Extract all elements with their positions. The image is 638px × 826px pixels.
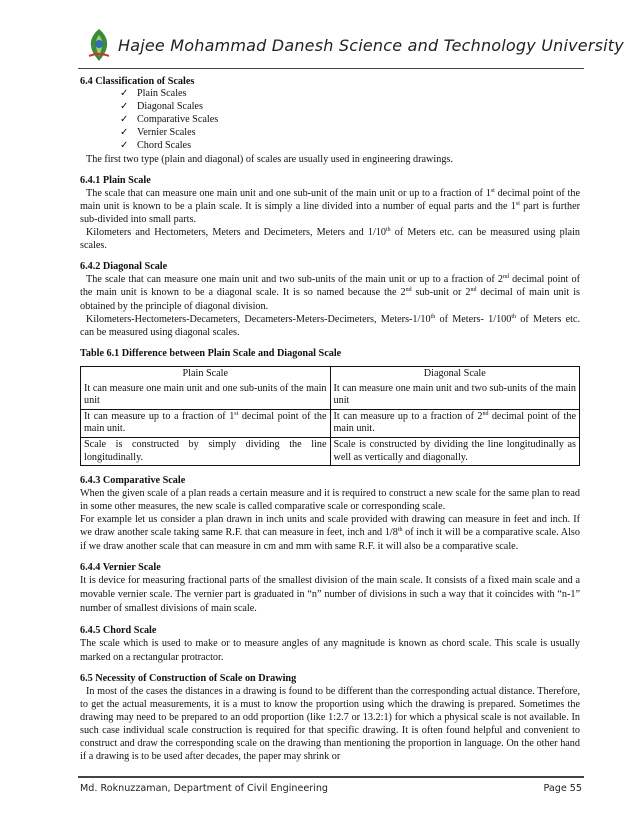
table-cell: It can measure one main unit and one sub-units of the main unit xyxy=(81,382,331,410)
section-6-4-3-heading: 6.4.3 Comparative Scale xyxy=(80,475,186,487)
comparison-table xyxy=(80,366,580,466)
scale-types-list xyxy=(80,88,580,153)
checkmark-icon: ✓ xyxy=(120,88,129,100)
university-title: Hajee Mohammad Danesh Science and Technology University xyxy=(118,36,624,55)
chord-scale-paragraph: The scale which is used to make or to measure angles of any magnitude is known as chord scale. This scale is usually marked on a rectangular protractor. xyxy=(80,638,580,663)
list-item-label: Plain Scales xyxy=(137,88,187,100)
section-6-4-heading: 6.4 Classification of Scales xyxy=(80,76,195,87)
list-item xyxy=(120,140,580,153)
table-header-diagonal: Diagonal Scale xyxy=(330,366,580,381)
plain-scale-paragraph-2: Kilometers and Hectometers, Meters and Decimeters, Meters and 1/10th of Meters etc. can be measured using plain scales. xyxy=(80,227,580,252)
list-item xyxy=(120,127,580,140)
main-content xyxy=(80,75,580,763)
checkmark-icon: ✓ xyxy=(120,113,129,125)
list-item-label: Vernier Scales xyxy=(137,126,196,138)
table-row xyxy=(81,366,580,381)
list-item xyxy=(120,101,580,114)
table-cell: Scale is constructed by simply dividing the line longitudinally. xyxy=(81,437,331,465)
vernier-scale-paragraph: It is device for measuring fractional parts of the smallest division of the main scale. It consists of a fixed main scale and a movable vernier scale. The vernier part is graduated in “n” number of divisions in such a way that it coincides with “n-1” number of smallest divisions of main scale. xyxy=(80,574,580,615)
checkmark-icon: ✓ xyxy=(120,101,129,112)
page-header xyxy=(78,26,624,66)
section-6-5-heading: 6.5 Necessity of Construction of Scale on Drawing xyxy=(80,672,297,684)
table-cell: It can measure one main unit and two sub-units of the main unit xyxy=(330,382,580,410)
list-item-label: Diagonal Scales xyxy=(137,101,203,112)
list-item xyxy=(120,114,580,127)
comparative-scale-paragraph-2: For example let us consider a plan drawn in inch units and scale provided with drawing can measure in feet and inch. If we draw another scale taking same R.F. that can measure in feet, inch and 1/8th of inch it will be a comparative scale. Also if we draw another scale that can measure in cm and mm with same R.F. it will also be a comparative scale. xyxy=(80,514,580,552)
diagonal-scale-paragraph-2: Kilometers-Hectometers-Decameters, Decameters-Meters-Decimeters, Meters-1/10th of Meters- 1/100th of Meters etc. can be measured using diagonal scales. xyxy=(80,313,580,338)
necessity-paragraph: In most of the cases the distances in a drawing is found to be different than the corresponding actual distance. Therefore, to get the actual measurements, it is a must to know the proportion using which the drawing is prepared. Sometimes the drawing may need to be prepared to an odd proportion (like 1:2.7 or 13.2:1) for which a physical scale is not available. In such case individual scale construction is required for that specific drawing. It is often found helpful and convenient to construct and draw the corresponding scale on the drawing than mentioning the proportion in language. On the other hand if a drawing is to be used after decades, the paper may shrink or xyxy=(80,685,580,763)
comparative-scale-paragraph-1: When the given scale of a plan reads a certain measure and it is required to construct a new scale for the same plan to read in some other measures, the new scale is called comparative scale or corresponding scale. xyxy=(80,488,580,513)
checkmark-icon: ✓ xyxy=(120,126,129,138)
table-row xyxy=(81,409,580,437)
footer-divider xyxy=(78,776,584,778)
section-6-4-1-heading: 6.4.1 Plain Scale xyxy=(80,174,151,186)
table-row xyxy=(81,382,580,410)
university-logo-icon xyxy=(84,26,114,64)
table-header-plain: Plain Scale xyxy=(81,366,331,381)
table-cell: It can measure up to a fraction of 1st decimal point of the main unit. xyxy=(81,409,331,437)
table-row xyxy=(81,437,580,465)
plain-scale-paragraph-1: The scale that can measure one main unit and one sub-unit of the main unit or up to a fraction of 1st decimal point of the main unit is known to be a plain scale. It is simply a line divided into a number of equal parts and the 1st part is further sub-divided into small parts. xyxy=(80,187,580,225)
section-6-4-2-heading: 6.4.2 Diagonal Scale xyxy=(80,261,168,273)
diagonal-scale-paragraph-1: The scale that can measure one main unit and two sub-units of the main unit or up to a fraction of 2nd decimal point of the main unit is known to be a diagonal scale. It is so named because the 2nd sub-unit or 2nd decimal of main unit is obtained by the principle of diagonal division. xyxy=(80,274,580,312)
table-caption: Table 6.1 Difference between Plain Scale and Diagonal Scale xyxy=(80,347,342,359)
section-6-4-5-heading: 6.4.5 Chord Scale xyxy=(80,625,157,637)
header-divider xyxy=(78,68,584,69)
section-6-4-note: The first two type (plain and diagonal) of scales are usually used in engineering drawings. xyxy=(86,153,453,165)
list-item xyxy=(120,88,580,101)
table-cell: It can measure up to a fraction of 2nd decimal point of the main unit. xyxy=(330,409,580,437)
list-item-label: Comparative Scales xyxy=(137,113,219,125)
page-number: Page 55 xyxy=(543,783,582,794)
list-item-label: Chord Scales xyxy=(137,139,192,151)
table-cell: Scale is constructed by dividing the line longitudinally as well as vertically and diagonally. xyxy=(330,437,580,465)
checkmark-icon: ✓ xyxy=(120,139,129,151)
section-6-4-4-heading: 6.4.4 Vernier Scale xyxy=(80,561,161,573)
footer-author: Md. Roknuzzaman, Department of Civil Engineering xyxy=(80,783,329,794)
